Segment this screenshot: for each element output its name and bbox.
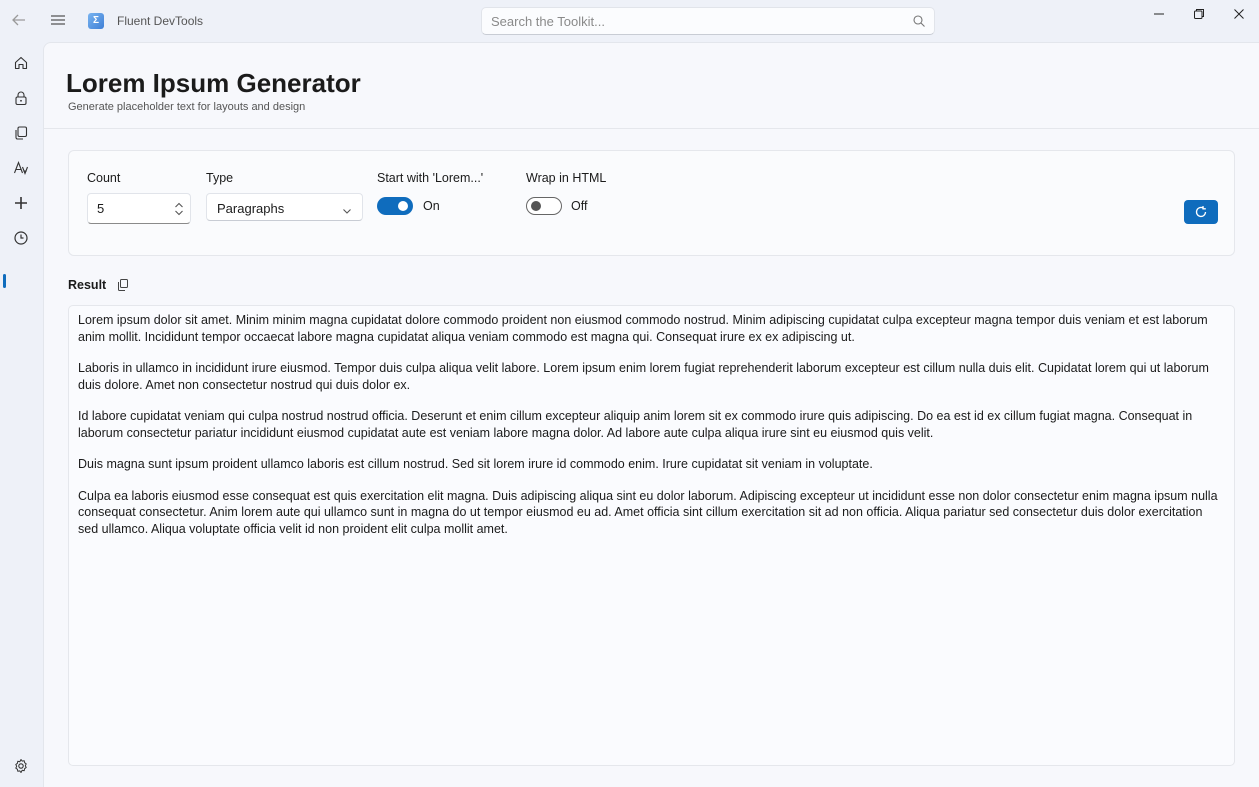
title-bar xyxy=(0,0,1259,42)
nav-recent[interactable] xyxy=(8,225,34,251)
app-logo-icon: Σ xyxy=(88,13,104,29)
minimize-button[interactable] xyxy=(1139,0,1179,30)
start-with-lorem-toggle[interactable] xyxy=(377,197,413,215)
page-subtitle: Generate placeholder text for layouts and design xyxy=(68,101,306,113)
hamburger-menu-icon[interactable] xyxy=(47,9,69,31)
type-dropdown[interactable] xyxy=(206,193,363,221)
back-arrow-icon[interactable] xyxy=(8,9,30,31)
result-textbox[interactable] xyxy=(68,305,1235,766)
navigation-pane xyxy=(0,42,43,787)
plus-icon xyxy=(13,195,29,211)
result-paragraph: Laboris in ullamco in incididunt irure eiusmod. Tempor duis culpa aliqua velit labore. Lorem ipsum enim lorem fugiat reprehenderit laborum excepteur est cillum nulla duis elit. Cupidatat lorem qui ut laborum duis dolore. Amet non consectetur nostrud qui duis dolor ex. xyxy=(78,361,1209,392)
toggle-knob xyxy=(531,201,541,211)
gear-icon xyxy=(13,758,29,774)
nav-generators[interactable] xyxy=(8,190,34,216)
result-paragraph: Lorem ipsum dolor sit amet. Minim minim magna cupidatat dolore commodo proident non eiusmod commodo nostrud. Minim adipiscing cupidatat culpa excepteur magna tempor duis veniam et est laborum anim mollit. Incididunt tempor occaecat labore magna cupidatat aliqua veniam commodo est magna qui. Consequat irure ex ex adipiscing ut. xyxy=(78,313,1208,344)
close-button[interactable] xyxy=(1219,0,1259,30)
nav-security[interactable] xyxy=(8,85,34,111)
page-title: Lorem Ipsum Generator xyxy=(66,68,361,98)
home-icon xyxy=(13,55,29,71)
nav-text[interactable] xyxy=(8,155,34,181)
nav-home[interactable] xyxy=(8,50,34,76)
refresh-icon xyxy=(1194,205,1208,219)
copy-icon xyxy=(13,125,29,141)
spin-updown-icon[interactable] xyxy=(174,201,184,217)
chevron-down-icon xyxy=(342,203,352,213)
refresh-button[interactable] xyxy=(1184,200,1218,224)
count-number-box[interactable] xyxy=(87,193,191,224)
search-input[interactable] xyxy=(481,7,935,35)
count-input[interactable] xyxy=(88,194,168,223)
options-card xyxy=(68,150,1235,256)
nav-settings[interactable] xyxy=(8,753,34,779)
result-paragraph: Duis magna sunt ipsum proident ullamco laboris est cillum nostrud. Sed sit lorem irure id commodo enim. Irure cupidatat sit veniam in voluptate. xyxy=(78,457,873,471)
clock-icon xyxy=(13,230,29,246)
count-label: Count xyxy=(87,171,121,185)
wrap-html-state: Off xyxy=(571,199,588,213)
start-with-lorem-state: On xyxy=(423,199,440,213)
result-paragraph: Id labore cupidatat veniam qui culpa nostrud nostrud officia. Deserunt et enim cillum excepteur aliquip anim lorem sit ex commodo irure quis adipiscing. Do ea est id ex cillum fugiat magna. Consequat in laborum consectetur pariatur incididunt eiusmod cupidatat aute est veniam labore magna dolor. Ad labore aute culpa aliqua irure sint eu eiusmod quis velit. xyxy=(78,409,1193,440)
result-label: Result xyxy=(68,278,107,292)
toggle-knob xyxy=(398,201,408,211)
page-header xyxy=(44,43,1259,129)
text-icon xyxy=(13,160,29,176)
wrap-html-toggle[interactable] xyxy=(526,197,562,215)
nav-converters[interactable] xyxy=(8,120,34,146)
result-paragraph: Culpa ea laboris eiusmod esse consequat est quis exercitation elit magna. Duis adipiscing aliqua sint eu dolor laborum. Adipiscing excepteur ut incididunt esse non dolor consectetur enim magna ipsum nulla consequat consectetur. Anim lorem aute qui ullamco sunt in magna do ut tempor eiusmod eu ad. Amet officia sint cillum exercitation sit ad non officia. Aliqua pariatur sed consectetur duis dolor exercitation sed ullamco. Aliqua voluptate officia velit id non proident elit culpa mollit amet. xyxy=(78,488,1218,536)
type-label: Type xyxy=(206,171,234,185)
selection-indicator xyxy=(3,274,6,288)
restore-button[interactable] xyxy=(1179,0,1219,30)
lock-icon xyxy=(13,90,29,106)
search-icon[interactable] xyxy=(912,14,926,28)
app-title: Fluent DevTools xyxy=(117,14,204,28)
start-with-lorem-label: Start with 'Lorem...' xyxy=(377,171,484,185)
wrap-html-label: Wrap in HTML xyxy=(526,171,607,185)
main-content xyxy=(43,42,1259,787)
type-selected-value: Paragraphs xyxy=(217,201,285,216)
copy-result-icon[interactable] xyxy=(116,278,130,292)
